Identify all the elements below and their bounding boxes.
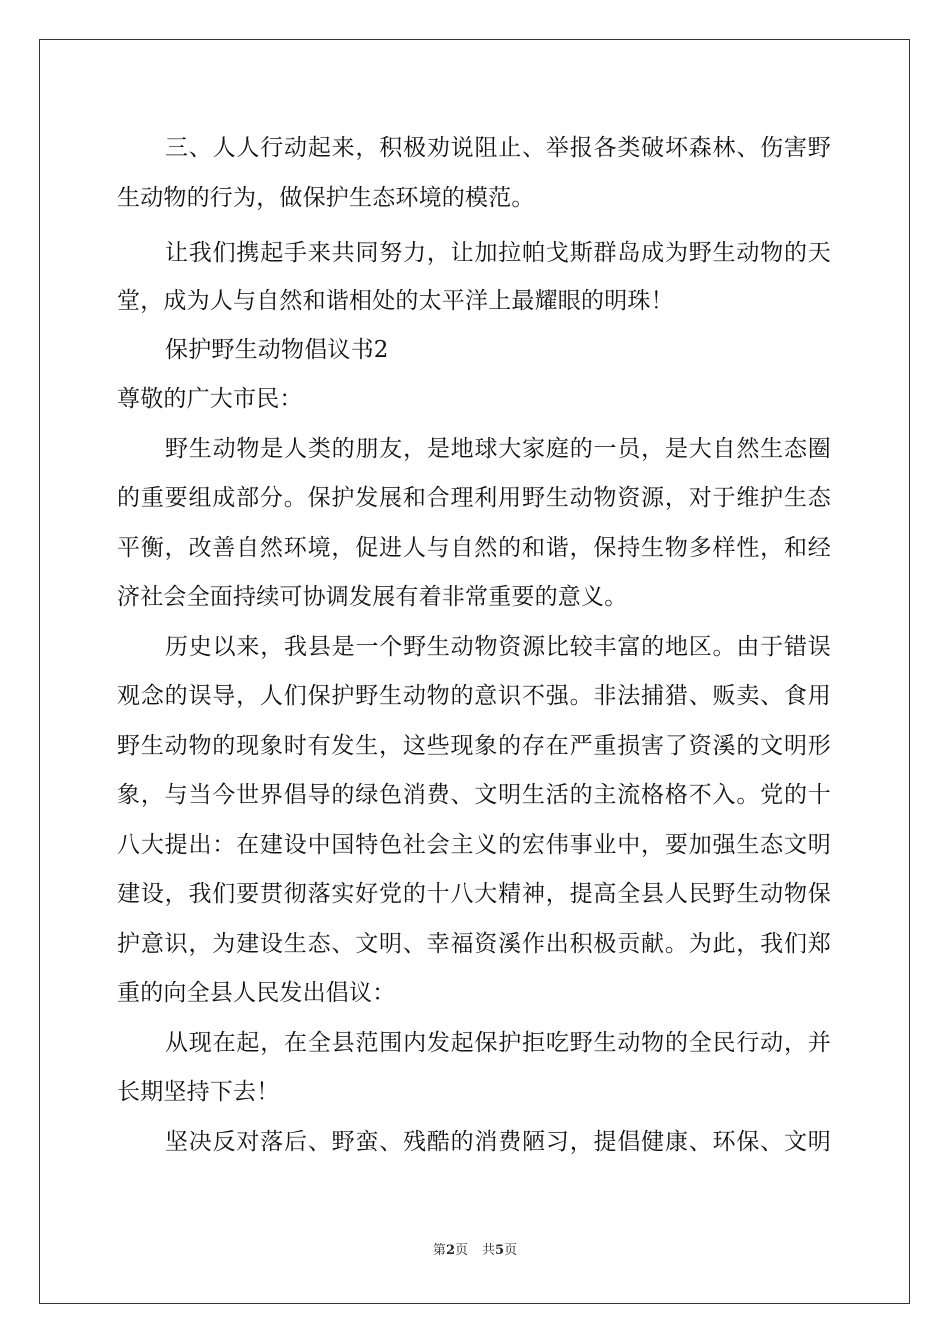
text-line: 三、人人行动起来，积极劝说阻止、举报各类破坏森林、伤害野	[165, 135, 831, 161]
section-heading: 保护野生动物倡议书2	[165, 337, 389, 363]
total-prefix: 共	[482, 1243, 496, 1258]
text-line: 平衡，改善自然环境，促进人与自然的和谐，保持生物多样性，和经	[117, 535, 831, 561]
page-unit: 页	[454, 1243, 468, 1258]
text-line: 历史以来，我县是一个野生动物资源比较丰富的地区。由于错误	[165, 634, 831, 660]
text-line: 八大提出：在建设中国特色社会主义的宏伟事业中，要加强生态文明	[117, 832, 831, 858]
total-unit: 页	[504, 1243, 518, 1258]
text-line: 长期坚持下去！	[117, 1079, 280, 1105]
text-line: 野生动物是人类的朋友，是地球大家庭的一员，是大自然生态圈	[165, 436, 831, 462]
current-page-number: 2	[445, 1243, 455, 1258]
text-line: 建设，我们要贯彻落实好党的十八大精神，提高全县人民野生动物保	[117, 881, 831, 907]
salutation: 尊敬的广大市民：	[117, 386, 303, 412]
text-line: 象，与当今世界倡导的绿色消费、文明生活的主流格格不入。党的十	[117, 782, 831, 808]
text-line: 野生动物的现象时有发生，这些现象的存在严重损害了资溪的文明形	[117, 733, 831, 759]
page-footer	[0, 1242, 950, 1260]
text-line: 的重要组成部分。保护发展和合理利用野生动物资源，对于维护生态	[117, 485, 831, 511]
text-line: 重的向全县人民发出倡议：	[117, 980, 396, 1006]
text-line: 坚决反对落后、野蛮、残酷的消费陋习，提倡健康、环保、文明	[165, 1129, 831, 1155]
text-line: 济社会全面持续可协调发展有着非常重要的意义。	[117, 584, 628, 610]
text-line: 从现在起，在全县范围内发起保护拒吃野生动物的全民行动，并	[165, 1030, 831, 1056]
text-line: 护意识，为建设生态、文明、幸福资溪作出积极贡献。为此，我们郑	[117, 931, 831, 957]
text-line: 堂，成为人与自然和谐相处的太平洋上最耀眼的明珠！	[117, 288, 674, 314]
text-line: 观念的误导，人们保护野生动物的意识不强。非法捕猎、贩卖、食用	[117, 683, 831, 709]
page-prefix: 第	[432, 1243, 446, 1258]
text-line: 让我们携起手来共同努力，让加拉帕戈斯群岛成为野生动物的天	[165, 240, 831, 266]
total-pages-number: 5	[495, 1243, 505, 1258]
text-line: 生动物的行为，做保护生态环境的模范。	[117, 185, 535, 211]
